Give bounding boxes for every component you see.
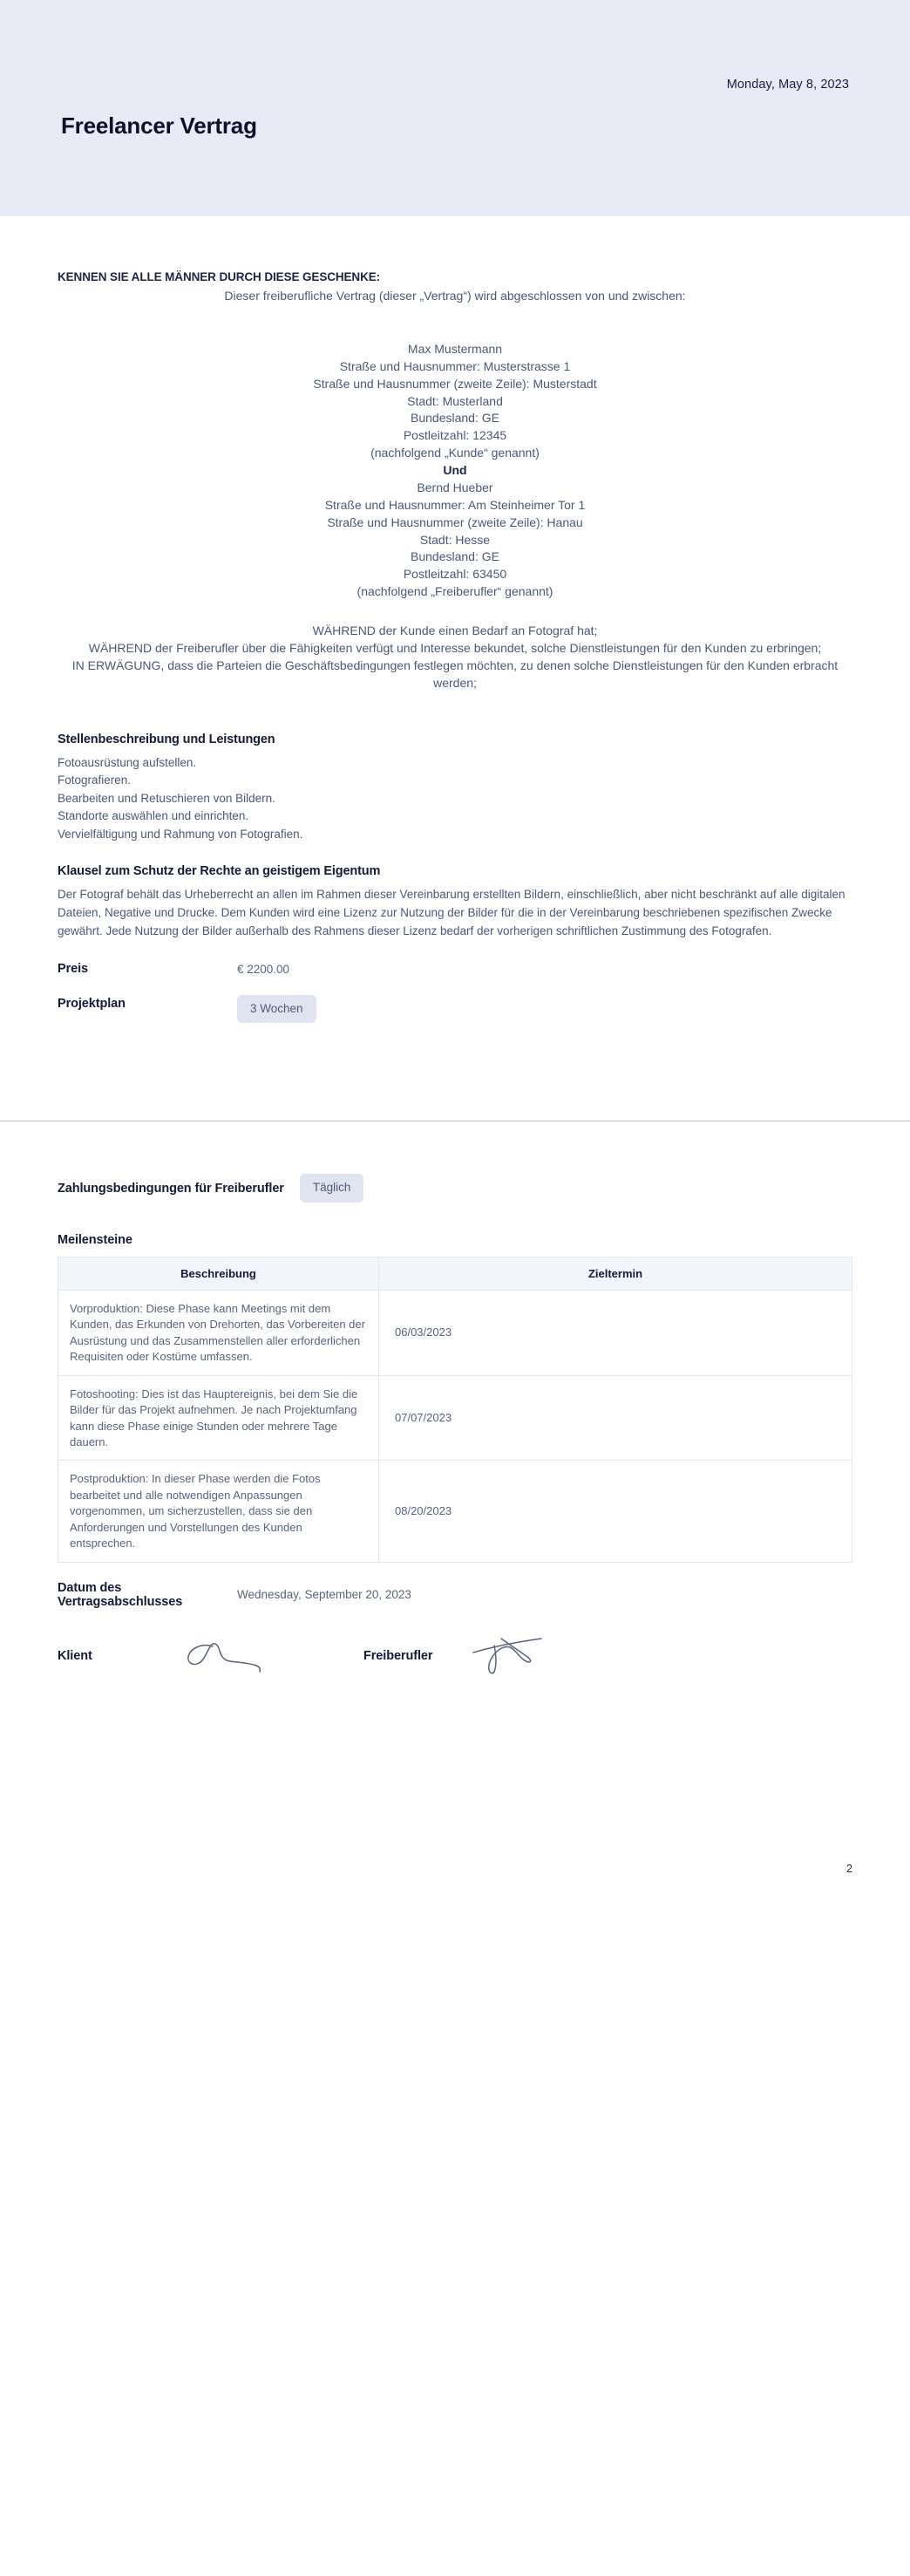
list-item: Vervielfältigung und Rahmung von Fotografien.	[58, 827, 303, 841]
contract-date-label: Datum des Vertragsabschlusses	[58, 1580, 183, 1609]
document-header	[0, 0, 910, 216]
payment-terms-badge[interactable]: Täglich	[300, 1174, 364, 1203]
whereas-line-3: IN ERWÄGUNG, dass die Parteien die Geschäftsbedingungen festlegen möchten, zu denen solche Dienstleistungen für den Kunden erbracht werden;	[71, 658, 839, 690]
table-row	[58, 1461, 852, 1562]
milestones-table-body	[58, 1290, 852, 1562]
freelancer-designation: (nachfolgend „Freiberufler“ genannt)	[357, 584, 553, 599]
whereas-block	[58, 623, 852, 692]
milestones-title: Meilensteine	[58, 1232, 132, 1247]
client-signature-image	[176, 1638, 363, 1674]
ip-clause-text: Der Fotograf behält das Urheberrecht an allen im Rahmen dieser Vereinbarung erstellten Bildern, einschließlich, aber nicht beschränkt auf alle digitalen Dateien, Negative und Drucke. Dem Kunden wird eine Lizenz zur Nutzung der Bilder für die in der Vereinbarung beschriebenen spezifischen Zwecke gewährt. Jede Nutzung der Bilder außerhalb des Rahmens dieser Lizenz bedarf der vorherigen schriftlichen Zustimmung des Fotografen.	[58, 888, 845, 937]
milestone-date: 07/07/2023	[379, 1375, 852, 1461]
payment-terms-label: Zahlungsbedingungen für Freiberufler	[58, 1181, 284, 1196]
page-2-body	[0, 1174, 910, 1876]
client-state: Bundesland: GE	[411, 411, 499, 426]
services-section-title: Stellenbeschreibung und Leistungen	[58, 732, 275, 746]
client-zip: Postleitzahl: 12345	[403, 428, 507, 443]
signatures-row	[58, 1635, 852, 1677]
price-row	[58, 960, 852, 976]
price-value: € 2200.00	[237, 962, 290, 976]
milestones-table-head	[58, 1257, 852, 1290]
freelancer-state: Bundesland: GE	[411, 549, 499, 564]
price-label: Preis	[58, 961, 88, 976]
table-row	[58, 1290, 852, 1375]
contract-date-value: Wednesday, September 20, 2023	[237, 1588, 411, 1602]
client-signature-label: Klient	[58, 1648, 92, 1663]
column-header-zieltermin: Zieltermin	[379, 1257, 852, 1290]
table-header-row	[58, 1257, 852, 1290]
milestone-description: Vorproduktion: Diese Phase kann Meetings mit dem Kunden, das Erkunden von Drehorten, das Vorbereiten der Ausrüstung und das Zusammenstellen aller erforderlichen Requisiten oder Kostüme umfassen.	[58, 1290, 379, 1375]
contract-date-row	[58, 1581, 852, 1609]
milestones-table	[58, 1257, 852, 1563]
freelancer-name: Bernd Hueber	[417, 480, 493, 494]
page-title: Freelancer Vertrag	[61, 112, 257, 139]
document-page-2	[0, 1174, 910, 1876]
list-item: Bearbeiten und Retuschieren von Bildern.	[58, 791, 275, 805]
payment-terms-row	[58, 1174, 852, 1203]
milestone-description: Fotoshooting: Dies ist das Hauptereignis, bei dem Sie die Bilder für das Projekt aufnehmen. Je nach Projektumfang kann diese Phase einige Stunden oder mehrere Tage dauern.	[58, 1375, 379, 1461]
whereas-line-1: WÄHREND der Kunde einen Bedarf an Fotograf hat;	[312, 624, 598, 638]
project-plan-label: Projektplan	[58, 996, 126, 1011]
freelancer-street: Straße und Hausnummer: Am Steinheimer Tor 1	[324, 497, 586, 512]
list-item: Fotografieren.	[58, 773, 132, 787]
list-item: Standorte auswählen und einrichten.	[58, 809, 249, 823]
freelancer-zip: Postleitzahl: 63450	[403, 567, 507, 582]
client-street2: Straße und Hausnummer (zweite Zeile): Musterstadt	[313, 376, 597, 391]
document-date: Monday, May 8, 2023	[726, 78, 849, 92]
client-street: Straße und Hausnummer: Musterstrasse 1	[339, 358, 571, 373]
page-number-2: 2	[846, 1863, 852, 1876]
milestone-date: 06/03/2023	[379, 1290, 852, 1375]
list-item: Fotoausrüstung aufstellen.	[58, 755, 197, 769]
project-plan-badge[interactable]: 3 Wochen	[237, 995, 316, 1024]
parties-conjunction: Und	[443, 463, 467, 478]
freelancer-signature-image	[468, 1635, 599, 1677]
milestone-date: 08/20/2023	[379, 1461, 852, 1562]
column-header-beschreibung: Beschreibung	[58, 1257, 379, 1290]
milestone-description: Postproduktion: In dieser Phase werden die Fotos bearbeitet und alle notwendigen Anpassungen vorgenommen, um sicherzustellen, dass sie den Anforderungen und Vorstellungen des Kunden entsprechen.	[58, 1461, 379, 1562]
services-list	[58, 754, 852, 844]
project-plan-value-container	[237, 995, 316, 1024]
table-row	[58, 1375, 852, 1461]
freelancer-city: Stadt: Hesse	[419, 532, 491, 547]
freelancer-street2: Straße und Hausnummer (zweite Zeile): Hanau	[327, 515, 583, 529]
project-plan-row	[58, 995, 852, 1024]
client-name: Max Mustermann	[407, 341, 503, 356]
client-designation: (nachfolgend „Kunde“ genannt)	[370, 446, 540, 460]
document-page-1	[0, 0, 910, 1121]
client-city: Stadt: Musterland	[407, 393, 503, 408]
intro-heading: KENNEN SIE ALLE MÄNNER DURCH DIESE GESCHENKE:	[58, 270, 381, 283]
intro-subtitle: Dieser freiberufliche Vertrag (dieser „Vertrag“) wird abgeschlossen von und zwischen:	[224, 289, 686, 303]
page-1-body	[0, 270, 910, 1023]
whereas-line-2: WÄHREND der Freiberufler über die Fähigkeiten verfügt und Interesse bekundet, solche Dienstleistungen für den Kunden zu erbringen;	[88, 640, 822, 655]
freelancer-signature-label: Freiberufler	[363, 1648, 433, 1663]
parties-block	[58, 341, 852, 601]
ip-clause-title: Klausel zum Schutz der Rechte an geistigem Eigentum	[58, 864, 381, 879]
